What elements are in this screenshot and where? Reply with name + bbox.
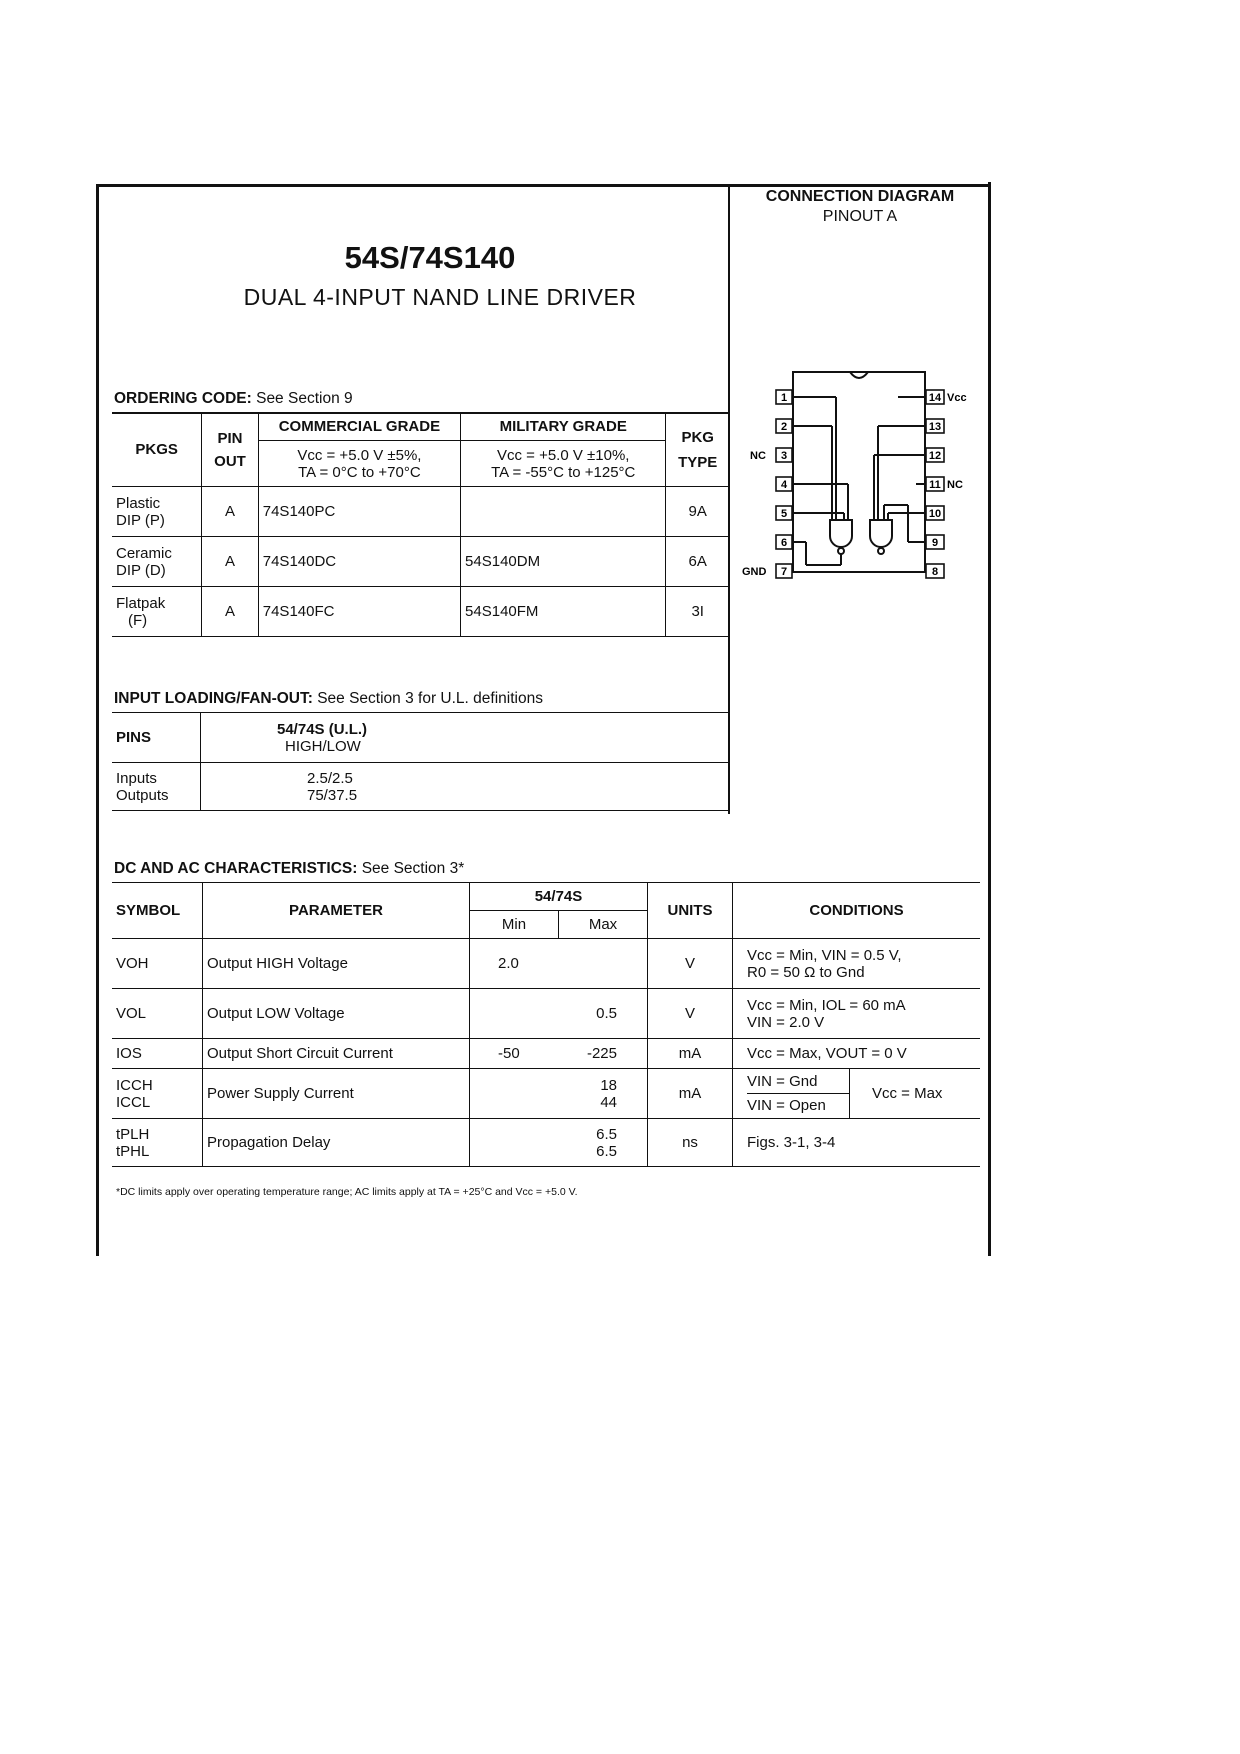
char-row-voh [112,939,980,989]
parameter-cell: Power Supply Current [203,1069,470,1119]
pin-cell: A [202,537,259,587]
conditions-cell: Figs. 3-1, 3-4 [733,1119,981,1167]
pin-cell: A [202,487,259,537]
pin-8 [926,564,944,578]
page-frame-top [96,184,991,187]
gnd-label: GND [742,566,767,578]
min-cell: -50 [470,1039,559,1069]
char-row-vol [112,989,980,1039]
svg-text:14: 14 [928,392,942,404]
military-cell: 54S140FM [461,587,666,637]
pinout-diagram [738,360,978,600]
page-frame-right [988,182,991,1256]
pin-7 [776,564,792,578]
units-cell: V [648,989,733,1039]
pin-13 [926,419,944,433]
connection-diagram-subtitle: PINOUT A [822,208,898,225]
gate-1-bubble [838,548,844,554]
pkg-cell: Ceramic DIP (D) [112,537,202,587]
connection-diagram-title: CONNECTION DIAGRAM [765,188,955,205]
input-loading-heading: INPUT LOADING/FAN-OUT: See Section 3 for U.L. definitions [114,690,543,707]
parameter-cell: Output HIGH Voltage [203,939,470,989]
svg-text:11: 11 [929,479,941,491]
pin-2 [776,419,792,433]
part-number-title: 54S/74S140 [344,240,516,275]
ordering-table [112,412,729,637]
nand-gate-2 [870,520,892,547]
vcc-label: Vcc [947,392,967,404]
max-header: Max [559,911,648,939]
military-cell: 54S140DM [461,537,666,587]
char-row-icc [112,1069,980,1119]
footnote: *DC limits apply over operating temperature range; AC limits apply at TA = +25°C and Vcc = +5.0 V. [116,1186,578,1198]
pin-1 [776,390,792,404]
pins-header: PINS [112,713,201,763]
value-cell: 2.0 [470,939,648,989]
pin-14 [926,390,944,404]
ordering-row-plastic [112,487,729,537]
pin-cell: A [202,587,259,637]
characteristics-table [112,882,980,1167]
value-cell: 18 44 [470,1069,648,1119]
pin-6 [776,535,792,549]
pin-3 [776,448,792,462]
ordering-row-ceramic [112,537,729,587]
parameter-header: PARAMETER [203,883,470,939]
svg-text:12: 12 [928,450,942,462]
svg-text:10: 10 [928,508,942,520]
conditions-cell: Vcc = Max, VOUT = 0 V [733,1039,981,1069]
ic-package-outline [793,372,925,572]
gate-2-bubble [878,548,884,554]
svg-text:4: 4 [780,479,788,491]
pin-4 [776,477,792,491]
type-cell: 6A [666,537,729,587]
pkg-cell: Plastic DIP (P) [112,487,202,537]
pins-labels: Inputs Outputs [112,763,201,811]
symbol-header: SYMBOL [112,883,203,939]
nc-right-label: NC [947,479,963,491]
military-conditions: Vcc = +5.0 V ±10%, TA = -55°C to +125°C [461,441,666,487]
min-header: Min [470,911,559,939]
units-cell: mA [648,1069,733,1119]
svg-text:7: 7 [780,566,788,578]
input-loading-table [112,712,729,811]
symbol-cell: tPLH tPHL [112,1119,203,1167]
pin-11 [926,477,944,491]
value-cell: 6.5 6.5 [470,1119,648,1167]
pin-10 [926,506,944,520]
svg-text:9: 9 [931,537,939,549]
conditions-cell: Vcc = Min, IOL = 60 mA VIN = 2.0 V [733,989,981,1039]
military-grade-header: MILITARY GRADE [461,413,666,441]
ul-values: 2.5/2.5 75/37.5 [201,763,730,811]
svg-text:6: 6 [780,537,788,549]
ul-header: 54/74S (U.L.) HIGH/LOW [201,713,730,763]
symbol-cell: ICCH ICCL [112,1069,203,1119]
svg-text:1: 1 [780,392,788,404]
icc-vcc-condition: Vcc = Max [850,1069,981,1119]
commercial-conditions: Vcc = +5.0 V ±5%, TA = 0°C to +70°C [258,441,460,487]
commercial-grade-header: COMMERCIAL GRADE [258,413,460,441]
conditions-cell: Vcc = Min, VIN = 0.5 V, R0 = 50 Ω to Gnd [733,939,981,989]
characteristics-heading: DC AND AC CHARACTERISTICS: See Section 3* [114,860,465,877]
parameter-cell: Output LOW Voltage [203,989,470,1039]
family-header: 54/74S [470,883,648,911]
svg-text:3: 3 [780,450,788,462]
part-description: DUAL 4-INPUT NAND LINE DRIVER [243,284,637,310]
page-frame-left [96,186,99,1256]
military-cell [461,487,666,537]
nand-gate-1 [830,520,852,547]
symbol-cell: IOS [112,1039,203,1069]
units-header: UNITS [648,883,733,939]
pin-12 [926,448,944,462]
type-cell: 3I [666,587,729,637]
commercial-cell: 74S140PC [258,487,460,537]
units-cell: V [648,939,733,989]
value-cell: 0.5 [470,989,648,1039]
nc-left-label: NC [750,450,766,462]
ordering-code-heading: ORDERING CODE: See Section 9 [114,390,353,407]
pkgs-header: PKGS [112,413,202,487]
pkg-type-header: PKG TYPE [666,413,729,487]
parameter-cell: Output Short Circuit Current [203,1039,470,1069]
ordering-row-flatpak [112,587,729,637]
symbol-cell: VOH [112,939,203,989]
char-row-tp [112,1119,980,1167]
commercial-cell: 74S140FC [258,587,460,637]
svg-text:8: 8 [931,566,939,578]
max-cell: -225 [559,1039,648,1069]
type-cell: 9A [666,487,729,537]
pin-out-header: PIN OUT [202,413,259,487]
svg-text:13: 13 [928,421,942,433]
svg-text:2: 2 [780,421,788,433]
pin-5 [776,506,792,520]
units-cell: mA [648,1039,733,1069]
icc-input-conditions: VIN = Gnd VIN = Open [733,1069,850,1119]
char-row-ios [112,1039,980,1069]
units-cell: ns [648,1119,733,1167]
pin-9 [926,535,944,549]
pkg-cell: Flatpak (F) [112,587,202,637]
parameter-cell: Propagation Delay [203,1119,470,1167]
commercial-cell: 74S140DC [258,537,460,587]
symbol-cell: VOL [112,989,203,1039]
conditions-header: CONDITIONS [733,883,981,939]
svg-text:5: 5 [780,508,788,520]
